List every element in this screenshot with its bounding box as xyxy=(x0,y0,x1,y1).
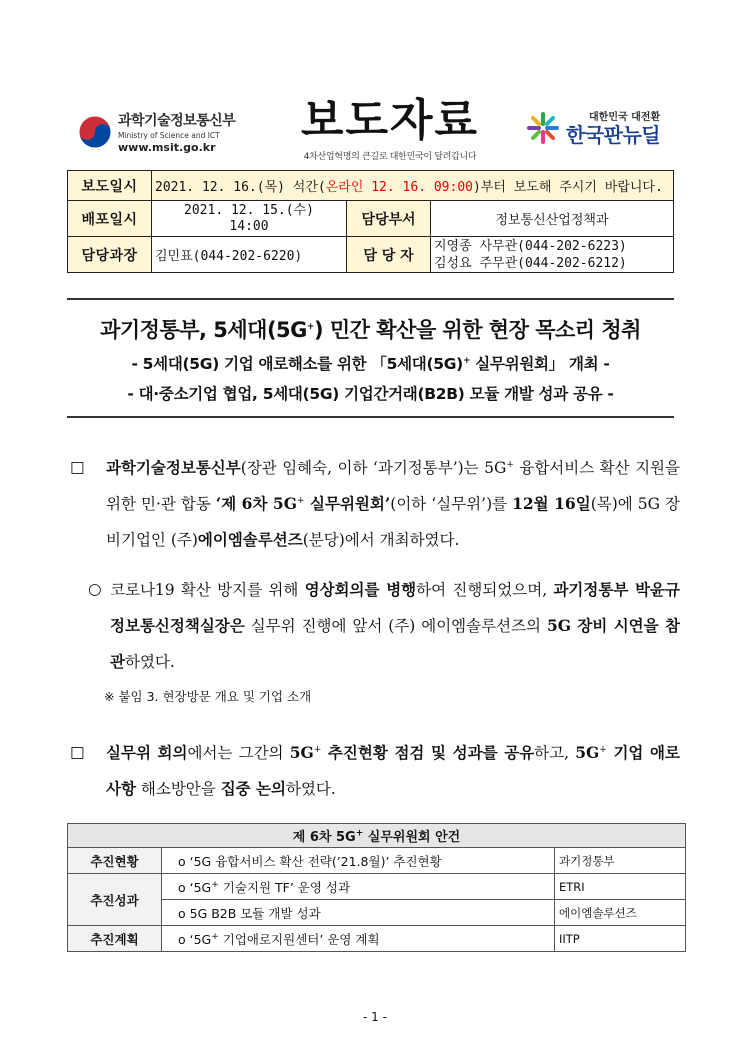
circle-bullet-icon: ○ xyxy=(88,580,102,598)
agenda-org: IITP xyxy=(555,926,686,952)
ministry-logo-block xyxy=(78,110,235,154)
distribution-row xyxy=(68,201,674,237)
square-bullet-icon: □ xyxy=(70,743,85,761)
agenda-category: 추진성과 xyxy=(68,874,162,926)
korean-new-deal-logo-block xyxy=(526,108,660,147)
new-deal-name: 한국판뉴딜 xyxy=(566,123,661,147)
headline-sub-1: - 5세대(5G) 기업 애로해소를 위한 「5세대(5G)+ 실무위원회」 개최 - xyxy=(131,355,610,373)
page-number: - 1 - xyxy=(363,1010,387,1024)
page-title: 보도자료 xyxy=(300,95,479,146)
paragraph-1: □ 과학기술정보통신부(장관 임혜숙, 이하 ‘과기정통부’)는 5G+ 융합서비스 확산 지원을 위한 민·관 합동 ‘제 6차 5G+ 실무위원회’(이하 ‘실무위’)를 12월 16일(목)에 5G 장비기업인 (주)에이엠솔루션즈(분당)에서 개최하였다. xyxy=(70,450,680,558)
distribution-value: 2021. 12. 15.(수) 14:00 xyxy=(152,201,347,237)
online-release-time: 온라인 12. 16. 09:00 xyxy=(325,180,473,195)
page-subtitle: 4차산업혁명의 큰길로 대한민국이 달려갑니다 xyxy=(303,152,477,162)
agenda-org: 에이엠솔루션즈 xyxy=(555,900,686,926)
ministry-name-en: Ministry of Science and ICT xyxy=(118,131,220,140)
release-time-label: 보도일시 xyxy=(68,171,152,201)
department-label: 담당부서 xyxy=(347,201,431,237)
headline-main: 과기정통부, 5세대(5G+) 민간 확산을 위한 현장 목소리 청취 xyxy=(100,318,641,342)
agenda-category: 추진계획 xyxy=(68,926,162,952)
contact-row xyxy=(68,237,674,273)
section-chief-label: 담당과장 xyxy=(68,237,152,273)
attachment-note: ※ 붙임 3. 현장방문 개요 및 기업 소개 xyxy=(104,689,312,704)
paragraph-3: □ 실무위 회의에서는 그간의 5G+ 추진현황 점검 및 성과를 공유하고, 5G+ 기업 애로사항 해소방안을 집중 논의하였다. xyxy=(70,735,680,807)
contact-person-value: 지영종 사무관(044-202-6223) 김성요 주무관(044-202-6212) xyxy=(431,237,674,273)
agenda-org: ETRI xyxy=(555,874,686,900)
agenda-table xyxy=(67,823,686,952)
press-release-title-block xyxy=(295,95,485,162)
release-info-table xyxy=(67,170,674,273)
headline-sub-2: - 대·중소기업 협업, 5세대(5G) 기업간거래(B2B) 모듈 개발 성과 공유 - xyxy=(127,385,614,403)
headline-box xyxy=(67,298,674,418)
agenda-item: o ‘5G 융합서비스 확산 전략(’21.8월)’ 추진현황 xyxy=(162,848,555,874)
contact-person-label: 담 당 자 xyxy=(347,237,431,273)
agenda-caption-row xyxy=(68,824,686,848)
agenda-caption: 제 6차 5G+ 실무위원회 안건 xyxy=(68,824,686,848)
new-deal-star-icon xyxy=(526,111,560,145)
page-header xyxy=(0,90,750,170)
agenda-item: o 5G B2B 모듈 개발 성과 xyxy=(162,900,555,926)
distribution-label: 배포일시 xyxy=(68,201,152,237)
square-bullet-icon: □ xyxy=(70,458,85,476)
paragraph-2: ○ 코로나19 확산 방지를 위해 영상회의를 병행하여 진행되었으며, 과기정통부 박윤규 정보통신정책실장은 실무위 진행에 앞서 (주) 에이엠솔루션즈의 5G 장비 시연을 참관하였다. xyxy=(88,572,680,680)
ministry-name: 과학기술정보통신부 xyxy=(118,113,236,129)
taegeuk-emblem-icon xyxy=(78,115,112,149)
table-row xyxy=(68,926,686,952)
department-value: 정보통신산업정책과 xyxy=(431,201,674,237)
table-row xyxy=(68,848,686,874)
new-deal-tagline: 대한민국 대전환 xyxy=(589,112,661,123)
table-row xyxy=(68,874,686,900)
section-chief-value: 김민표(044-202-6220) xyxy=(152,237,347,273)
release-time-row xyxy=(68,171,674,201)
agenda-org: 과기정통부 xyxy=(555,848,686,874)
agenda-category: 추진현황 xyxy=(68,848,162,874)
release-time-value: 2021. 12. 16.(목) 석간(온라인 12. 16. 09:00)부터 보도해 주시기 바랍니다. xyxy=(152,171,674,201)
agenda-item: o ‘5G+ 기업애로지원센터’ 운영 계획 xyxy=(162,926,555,952)
ministry-url: www.msit.go.kr xyxy=(118,141,216,154)
agenda-item: o ‘5G+ 기술지원 TF’ 운영 성과 xyxy=(162,874,555,900)
